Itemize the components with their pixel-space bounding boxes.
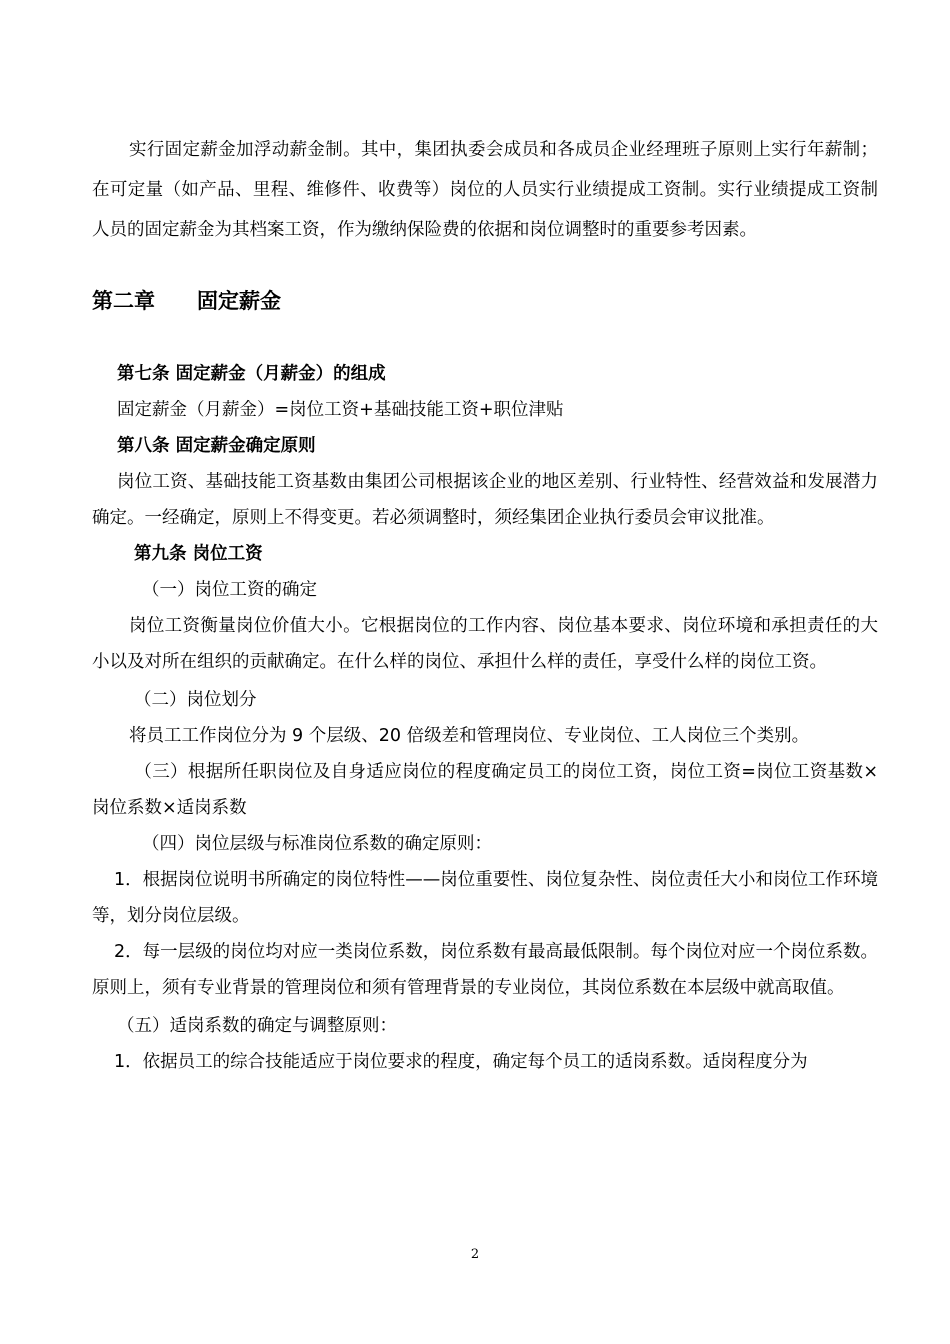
section-4-item-2: 2．每一层级的岗位均对应一类岗位系数，岗位系数有最高最低限制。每个岗位对应一个岗位系数。原则上，须有专业背景的管理岗位和须有管理背景的专业岗位，其岗位系数在本层级中就高取值。: [92, 942, 878, 998]
chapter-title: 第二章 固定薪金: [92, 289, 281, 313]
section-5-title: （五）适岗系数的确定与调整原则：: [117, 1016, 397, 1036]
section-5-item-1: 1．依据员工的综合技能适应于岗位要求的程度，确定每个员工的适岗系数。适岗程度分为: [114, 1052, 808, 1072]
section-4-item-1: 1．根据岗位说明书所确定的岗位特性——岗位重要性、岗位复杂性、岗位责任大小和岗位工作环境等，划分岗位层级。: [92, 870, 878, 926]
section-1-title: （一）岗位工资的确定: [142, 580, 317, 600]
article-7-formula: 固定薪金（月薪金）=岗位工资+基础技能工资+职位津贴: [117, 400, 564, 420]
article-7-heading: 第七条 固定薪金（月薪金）的组成: [117, 364, 386, 384]
section-2-body: 将员工工作岗位分为 9 个层级、20 倍级差和管理岗位、专业岗位、工人岗位三个类别。: [129, 726, 810, 746]
section-3-body: [92, 754, 878, 826]
page-content: [92, 130, 878, 1080]
article-9-heading: 第九条 岗位工资: [134, 544, 263, 564]
section-1-body: 岗位工资衡量岗位价值大小。它根据岗位的工作内容、岗位基本要求、岗位环境和承担责任的大小以及对所在组织的贡献确定。在什么样的岗位、承担什么样的责任，享受什么样的岗位工资。: [92, 616, 878, 672]
article-8-body: 岗位工资、基础技能工资基数由集团公司根据该企业的地区差别、行业特性、经营效益和发展潜力确定。一经确定，原则上不得变更。若必须调整时，须经集团企业执行委员会审议批准。: [92, 472, 878, 528]
intro-paragraph: 实行固定薪金加浮动薪金制。其中，集团执委会成员和各成员企业经理班子原则上实行年薪制；在可定量（如产品、里程、维修件、收费等）岗位的人员实行业绩提成工资制。实行业绩提成工资制人员的固定薪金为其档案工资，作为缴纳保险费的依据和岗位调整时的重要参考因素。: [92, 140, 878, 240]
section-3-text: （三）根据所任职岗位及自身适应岗位的程度确定员工的岗位工资，岗位工资=岗位工资基数×岗位系数×适岗系数: [92, 762, 878, 818]
article-8-heading: 第八条 固定薪金确定原则: [117, 436, 316, 456]
section-2-title: （二）岗位划分: [134, 690, 257, 710]
page-number: 2: [470, 1247, 480, 1262]
section-4-title: （四）岗位层级与标准岗位系数的确定原则：: [142, 834, 492, 854]
